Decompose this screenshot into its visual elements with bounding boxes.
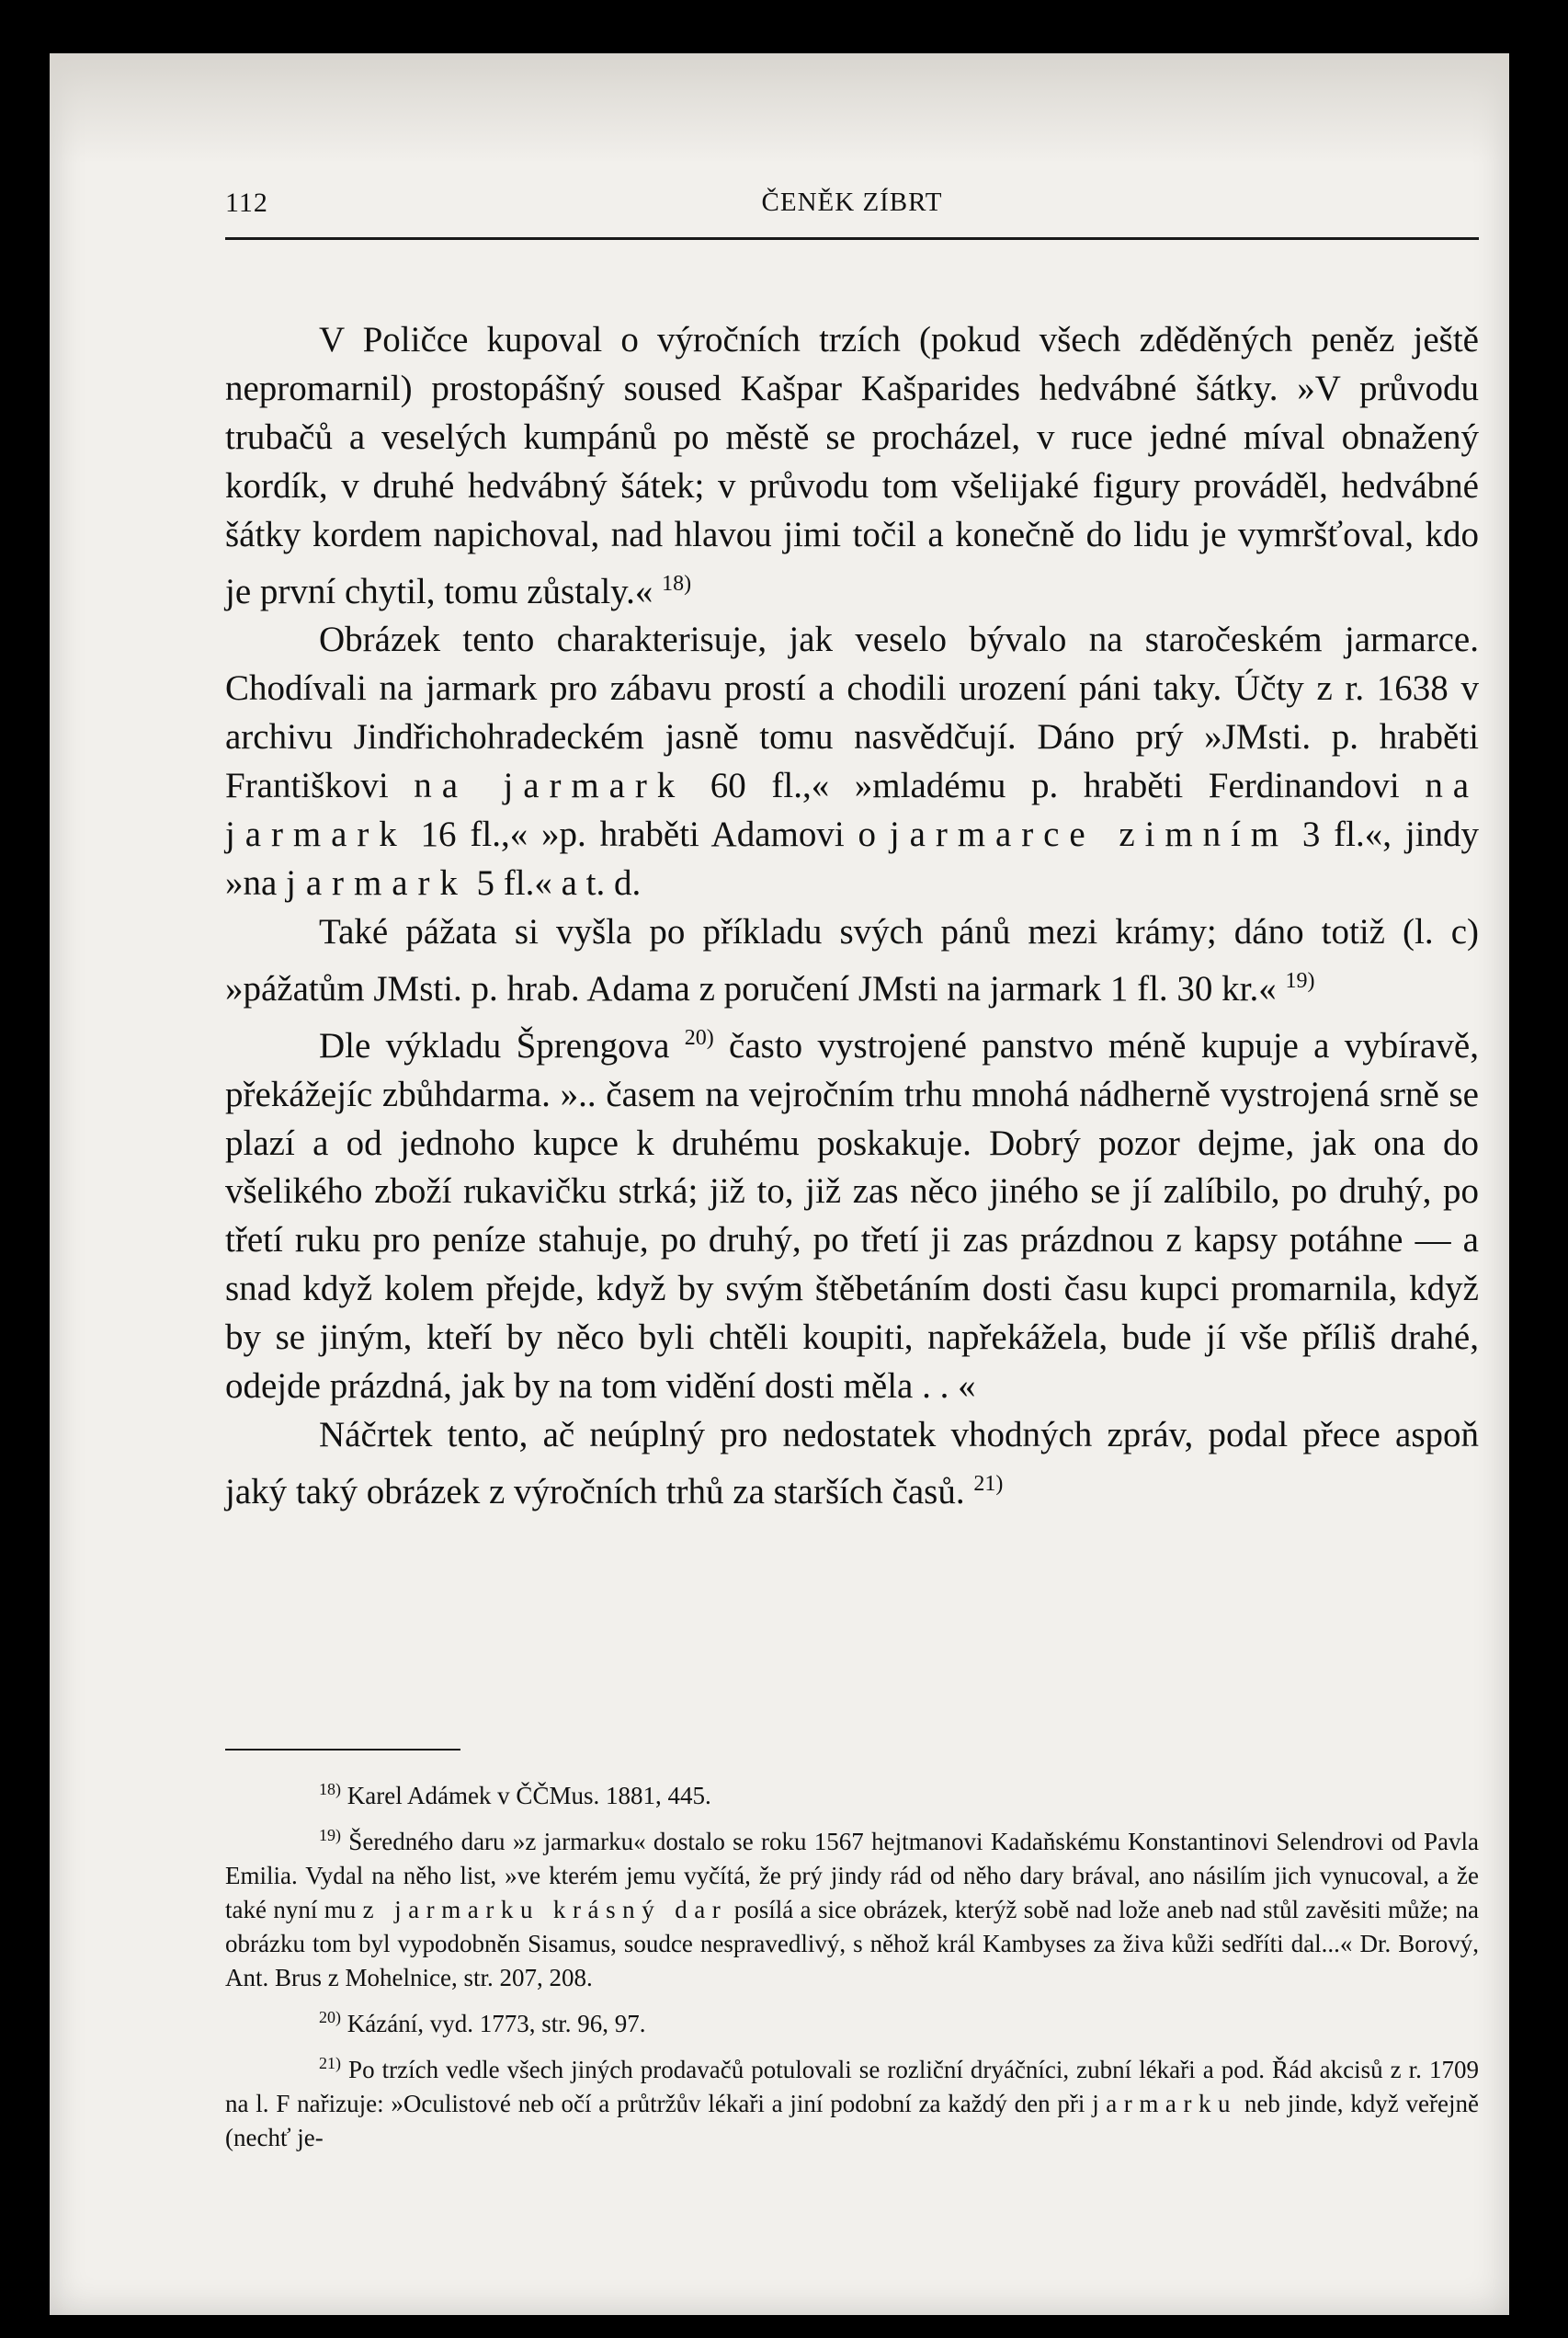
- paragraph-5: Náčrtek tento, ač neúplný pro nedostatek vhodných zpráv, podal přece aspoň jaký taký obrázek z výročních trhů za starších časů. $^{21)}$: [225, 1414, 1479, 1511]
- spaced-emphasis: na jarmark: [225, 766, 1480, 855]
- footnote-18: $^{18)}$ Karel Adámek v ČČMus. 1881, 445.: [319, 1780, 711, 1809]
- footnote-ref-18: 18): [662, 571, 692, 596]
- scan-shading: [50, 53, 1509, 164]
- footnote-ref-19: 19): [1285, 968, 1315, 993]
- footnote-21: $^{21)}$ Po trzích vedle všech jiných prodavačů potulovali se rozliční dryáčníci, zubní lékaři a pod. Řád akcisů z r. 1709 na l. F nařizuje: »Oculistové neb očí a průtržův lékaři a jiní podobní za každý den při jarmarku neb jinde, když veřejně (nechť je-: [225, 2054, 1480, 2151]
- spaced-emphasis: jarmarku: [1092, 2090, 1238, 2117]
- footnotes: [225, 1773, 1479, 2161]
- spaced-emphasis: jarmarce zimním: [889, 815, 1290, 855]
- footnote-ref-21: 21): [973, 1471, 1004, 1496]
- book-page: [50, 53, 1509, 2315]
- footnote-divider: [225, 1749, 460, 1751]
- body-text: [225, 316, 1479, 1517]
- running-head: ČENĚK ZÍBRT: [761, 188, 943, 217]
- page-number: 112: [225, 188, 268, 218]
- footnote-19: $^{19)}$ Šeredného daru »z jarmarku« dostalo se roku 1567 hejtmanovi Kadaňskému Konstantinovi Selendrovi od Pavla Emilia. Vydal na něho list, »ve kterém jemu vyčítá, že prý jindy rád od něho dary brával, ano násilím jich vynucoval, a že také nyní mu z jarmarku krásný dar posílá a sice obrázek, kterýž sobě nad lože aneb nad stůl zavěsiti může; na obrázku tom byl vypodobněn Sisamus, soudce nespravedlivý, s něhož král Kambyses za živa kůži sedříti dal...« Dr. Borový, Ant. Brus z Mohelnice, str. 207, 208.: [225, 1826, 1480, 1991]
- footnote-20: $^{20)}$ Kázání, vyd. 1773, str. 96, 97.: [319, 2008, 646, 2037]
- paragraph-3: Také pážata si vyšla po příkladu svých pánů mezi krámy; dáno totiž (l. c) »pážatům JMsti. p. hrab. Adama z poručení JMsti na jarmark 1 fl. 30 kr.« $^{19)}$: [225, 911, 1479, 1009]
- footnote-ref-20: 20): [684, 1025, 714, 1050]
- spaced-emphasis: jarmark: [286, 862, 468, 903]
- spaced-emphasis: na jarmark: [414, 766, 686, 806]
- page-header: [225, 182, 1479, 240]
- paragraph-2: Obrázek tento charakterisuje, jak veselo bývalo na staročeském jarmarce. Chodívali na jarmark pro zábavu prostí a chodili urození páni taky. Účty z r. 1638 v archivu Jindřichohradeckém jasně tomu nasvědčují. Dáno prý »JMsti. p. hraběti Františkovi na jarmark 60 fl.,« »mladému p. hraběti Ferdinandovi na jarmark 16 fl.,« »p. hraběti Adamovi o jarmarce zimním 3 fl.«, jindy »na jarmark 5 fl.« a t. d.: [225, 620, 1480, 903]
- paragraph-4: Dle výkladu Šprengova $^{20)}$ často vystrojené panstvo méně kupuje a vybíravě, překážejíc zbůhdarma. ».. časem na vejročním trhu mnohá nádherně vystrojená srně se plazí a od jednoho kupce k druhému poskakuje. Dobrý pozor dejme, jak ona do všelikého zboží rukavičku strká; již to, již zas něco jiného se jí zalíbilo, po druhý, po třetí ruku pro peníze stahuje, po druhý, po třetí ji zas prázdnou z kapsy potáhne — a snad když kolem přejde, když by svým štěbetáním dosti času kupci promarnila, když by se jiným, kteří by něco byli chtěli koupiti, napřekážela, bude jí vše příliš drahé, odejde prázdná, jak by na tom vidění dosti měla . . «: [225, 1025, 1479, 1407]
- paragraph-1: V Poličce kupoval o výročních trzích (pokud všech zděděných peněz ještě nepromarnil) prostopášný soused Kašpar Kašparides hedvábné šátky. »V průvodu trubačů a veselých kumpánů po městě se procházel, v ruce jedné míval obnažený kordík, v druhé hedvábný šátek; v průvodu tom všelijaké figury prováděl, hedvábné šátky kordem napichoval, nad hlavou jimi točil a konečně do lidu je vymršťoval, kdo je první chytil, tomu zůstaly.« $^{18)}$: [225, 320, 1479, 611]
- spaced-emphasis: z jarmarku krásný dar: [362, 1896, 728, 1923]
